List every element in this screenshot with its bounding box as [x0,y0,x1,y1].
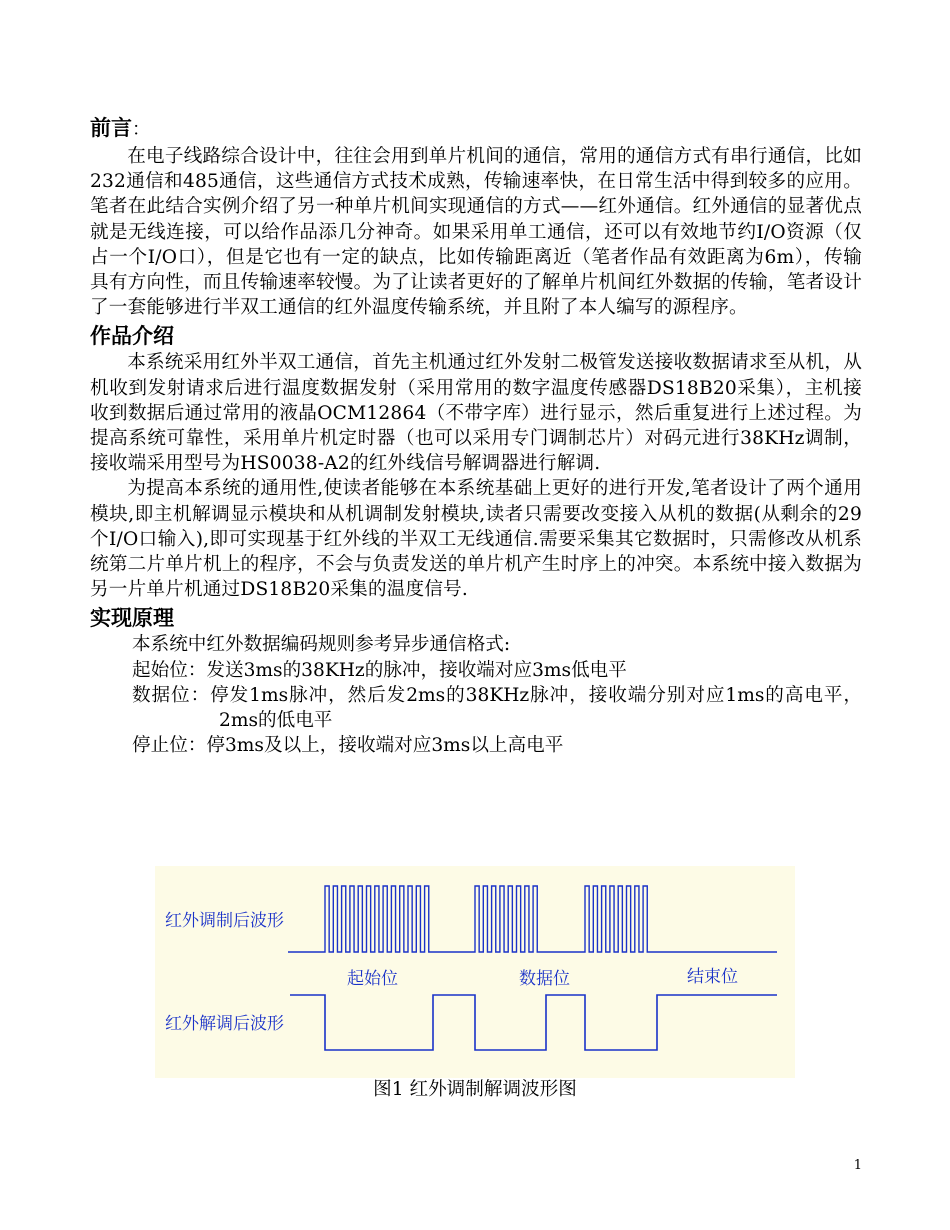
heading-preface: 前言： [90,116,150,140]
rule-data-bit: 数据位：停发1ms脉冲，然后发2ms的38KHz脉冲，接收端分别对应1ms的高电平，2ms的低电平 [132,684,862,732]
label-end-bit: 结束位 [687,967,738,987]
heading-principle: 实现原理 [90,606,174,631]
paragraph-work-intro-1: 本系统采用红外半双工通信，首先主机通过红外发射二极管发送接收数据请求至从机，从机收到发射请求后进行温度数据发射（采用常用的数字温度传感器DS18B20采集），主机接收到数据后通过常用的液晶OCM12864（不带字库）进行显示，然后重复进行上述过程。为提高系统可靠性，采用单片机定时器（也可以采用专门调制芯片）对码元进行38KHz调制，接收端采用型号为HS0038-A2的红外线信号解调器进行解调. [90,352,862,475]
waveform-figure [155,866,795,1078]
waveform-svg [155,866,795,1078]
document-body [90,112,862,758]
rule-start-bit: 起始位：发送3ms的38KHz的脉冲，接收端对应3ms低电平 [132,659,627,681]
paragraph-work-intro-2: 为提高本系统的通用性,使读者能够在本系统基础上更好的进行开发,笔者设计了两个通用模块,即主机解调显示模块和从机调制发射模块,读者只需要改变接入从机的数据(从剩余的29个I/O口输入),即可实现基于红外线的半双工无线通信.需要采集其它数据时，只需修改从机系统第二片单片机上的程序，不会与负责发送的单片机产生时序上的冲突。本系统中接入数据为另一片单片机通过DS18B20采集的温度信号. [90,478,862,601]
label-start-bit: 起始位 [347,969,398,989]
label-data-bit: 数据位 [519,969,570,989]
page-number: 1 [853,1158,862,1173]
modulated-waveform-line [288,886,777,952]
paragraph-preface: 在电子线路综合设计中，往往会用到单片机间的通信，常用的通信方式有串行通信，比如232通信和485通信，这些通信方式技术成熟，传输速率快，在日常生活中得到较多的应用。笔者在此结合实例介绍了另一种单片机间实现通信的方式——红外通信。红外通信的显著优点就是无线连接，可以给作品添几分神奇。如果采用单工通信，还可以有效地节约I/O资源（仅占一个I/O口），但是它也有一定的缺点，比如传输距离近（笔者作品有效距离为6m），传输具有方向性，而且传输速率较慢。为了让读者更好的了解单片机间红外数据的传输，笔者设计了一套能够进行半双工通信的红外温度传输系统，并且附了本人编写的源程序。 [90,146,862,319]
rule-intro: 本系统中红外数据编码规则参考异步通信格式: [132,634,511,656]
modulated-waveform [288,886,777,952]
rule-stop-bit: 停止位：停3ms及以上，接收端对应3ms以上高电平 [132,735,564,757]
heading-work-intro: 作品介绍 [90,324,174,349]
figure-caption: 图1 红外调制解调波形图 [373,1079,577,1100]
label-demodulated: 红外解调后波形 [165,1014,284,1034]
demodulated-waveform [290,995,777,1050]
label-modulated: 红外调制后波形 [165,911,284,931]
